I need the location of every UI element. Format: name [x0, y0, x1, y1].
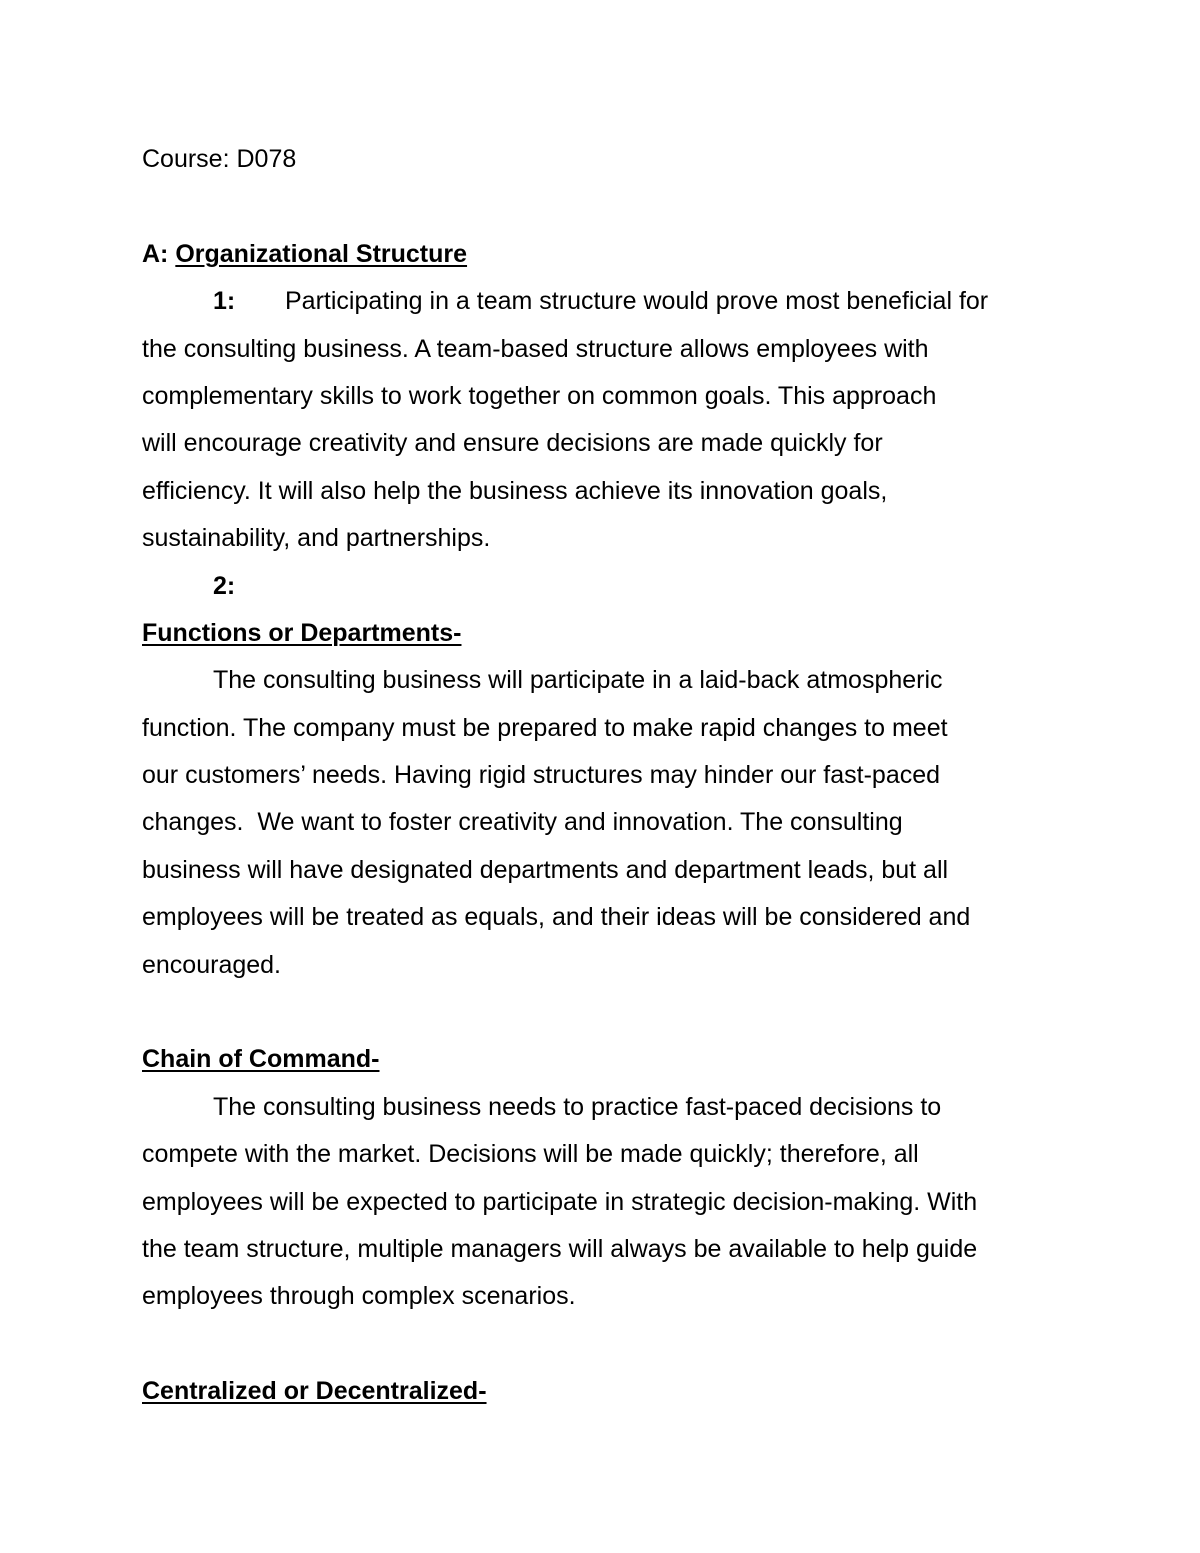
- spacer: [142, 992, 1072, 1039]
- functions-line: employees will be treated as equals, and their ideas will be considered and: [142, 903, 971, 932]
- item1-line: the consulting business. A team-based structure allows employees with: [142, 334, 929, 363]
- centralized-heading-line: [142, 1371, 1072, 1418]
- functions-heading-line: [142, 613, 1072, 660]
- chain-heading-line: [142, 1039, 1072, 1086]
- functions-line: The consulting business will participate in a laid-back atmospheric: [213, 666, 943, 695]
- item1-line: efficiency. It will also help the business achieve its innovation goals,: [142, 476, 888, 505]
- centralized-heading: Centralized or Decentralized-: [142, 1377, 487, 1406]
- course-label: Course: D078: [142, 145, 297, 173]
- spacer: [142, 1324, 1072, 1371]
- item2-number: 2:: [213, 571, 236, 600]
- chain-line: The consulting business needs to practice fast-paced decisions to: [213, 1092, 942, 1121]
- item1-line: complementary skills to work together on common goals. This approach: [142, 381, 937, 410]
- document-body: [142, 139, 1072, 1419]
- item1-number: 1:: [213, 287, 236, 316]
- section-a-heading: [142, 234, 1072, 281]
- item1-first-line: [142, 281, 1072, 328]
- chain-line: compete with the market. Decisions will be made quickly; therefore, all: [142, 1140, 919, 1169]
- spacer: [142, 186, 1072, 233]
- chain-line: employees will be expected to participate in strategic decision-making. With: [142, 1187, 978, 1216]
- functions-line: function. The company must be prepared to make rapid changes to meet: [142, 713, 948, 742]
- chain-line: employees through complex scenarios.: [142, 1282, 576, 1311]
- functions-line: business will have designated departments and department leads, but all: [142, 855, 949, 884]
- section-a-title: Organizational Structure: [175, 239, 468, 268]
- functions-line: encouraged.: [142, 950, 282, 979]
- item1-line: sustainability, and partnerships.: [142, 524, 491, 553]
- functions-heading: Functions or Departments-: [142, 618, 462, 647]
- item1-line: Participating in a team structure would prove most beneficial for: [285, 287, 989, 316]
- functions-line: changes. We want to foster creativity and innovation. The consulting: [142, 808, 903, 837]
- chain-line: the team structure, multiple managers will always be available to help guide: [142, 1234, 978, 1263]
- section-a-prefix: A:: [142, 239, 176, 268]
- chain-heading: Chain of Command-: [142, 1045, 380, 1074]
- item1-line: will encourage creativity and ensure decisions are made quickly for: [142, 429, 883, 458]
- item2-line: [142, 566, 1072, 613]
- functions-line: our customers’ needs. Having rigid structures may hinder our fast-paced: [142, 761, 941, 790]
